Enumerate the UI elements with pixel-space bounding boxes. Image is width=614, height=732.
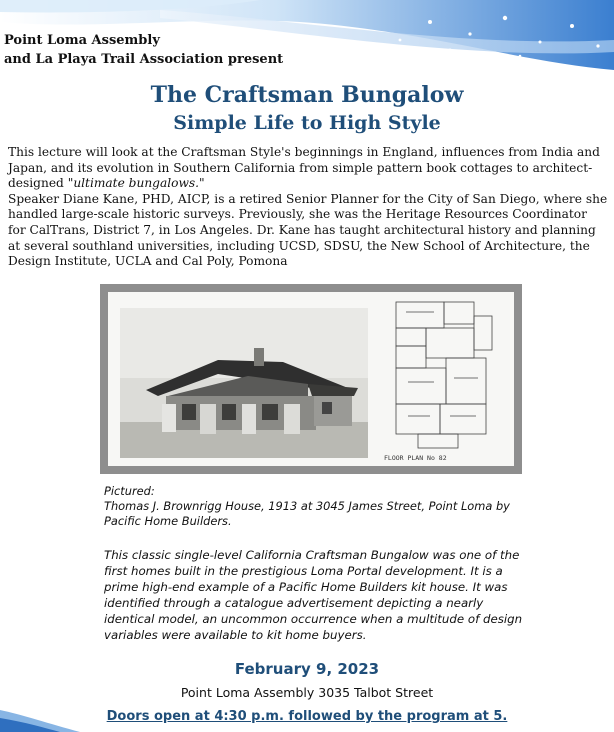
pictured-text: Thomas J. Brownrigg House, 1913 at 3045 James Street, Point Loma by Pacific Home Builders. <box>104 499 510 528</box>
house-figure <box>100 284 522 474</box>
house-illustration <box>108 292 514 466</box>
floor-plan-label: FLOOR PLAN No 82 <box>384 454 447 462</box>
event-date: February 9, 2023 <box>234 660 380 678</box>
page-subtitle: Simple Life to High Style <box>173 112 441 134</box>
presenter-line-1: Point Loma Assembly <box>4 33 160 48</box>
presenter-line-2: and La Playa Trail Association present <box>4 52 284 67</box>
event-venue: Point Loma Assembly 3035 Talbot Street <box>180 685 434 700</box>
intro-text: This lecture will look at the Craftsman Style's beginnings in England, influences from India and Japan, and its evolution in Southern California from simple pattern book cottages to architect-designed " <box>8 145 600 191</box>
house-description: This classic single-level California Craftsman Bungalow was one of the first homes built in the prestigious Loma Portal development. It is a prime high-end example of a Pacific Home Builders kit house. It was identified through a catalogue advertisement depicting a nearly identical model, an uncommon occurrence when a multitude of design variables were available to kit home buyers. <box>104 548 523 642</box>
house-photo <box>120 308 368 458</box>
doors-open-link[interactable]: Doors open at 4:30 p.m. followed by the program at 5. <box>106 709 508 724</box>
house-figure-inner <box>108 292 514 466</box>
floor-plan <box>396 302 492 448</box>
intro-text-end: " <box>199 176 205 191</box>
page-title: The Craftsman Bungalow <box>150 82 464 108</box>
presenters-heading <box>4 31 283 69</box>
speaker-bio: Speaker Diane Kane, PHD, AICP, is a retired Senior Planner for the City of San Diego, where she handled large-scale historic surveys. Previously, she was the Heritage Resources Coordinator for CalTrans, District 7, in Los Angeles. Dr. Kane has taught architectural history and planning at several southland universities, including UCSD, SDSU, the New School of Architecture, the Design Institute, UCLA and Cal Poly, Pomona <box>8 191 608 269</box>
pictured-label: Pictured: <box>104 484 155 498</box>
lecture-description <box>8 145 608 270</box>
intro-italic: ultimate bungalows. <box>73 176 200 191</box>
intro-paragraph-1 <box>8 145 608 192</box>
figure-caption <box>104 484 524 529</box>
